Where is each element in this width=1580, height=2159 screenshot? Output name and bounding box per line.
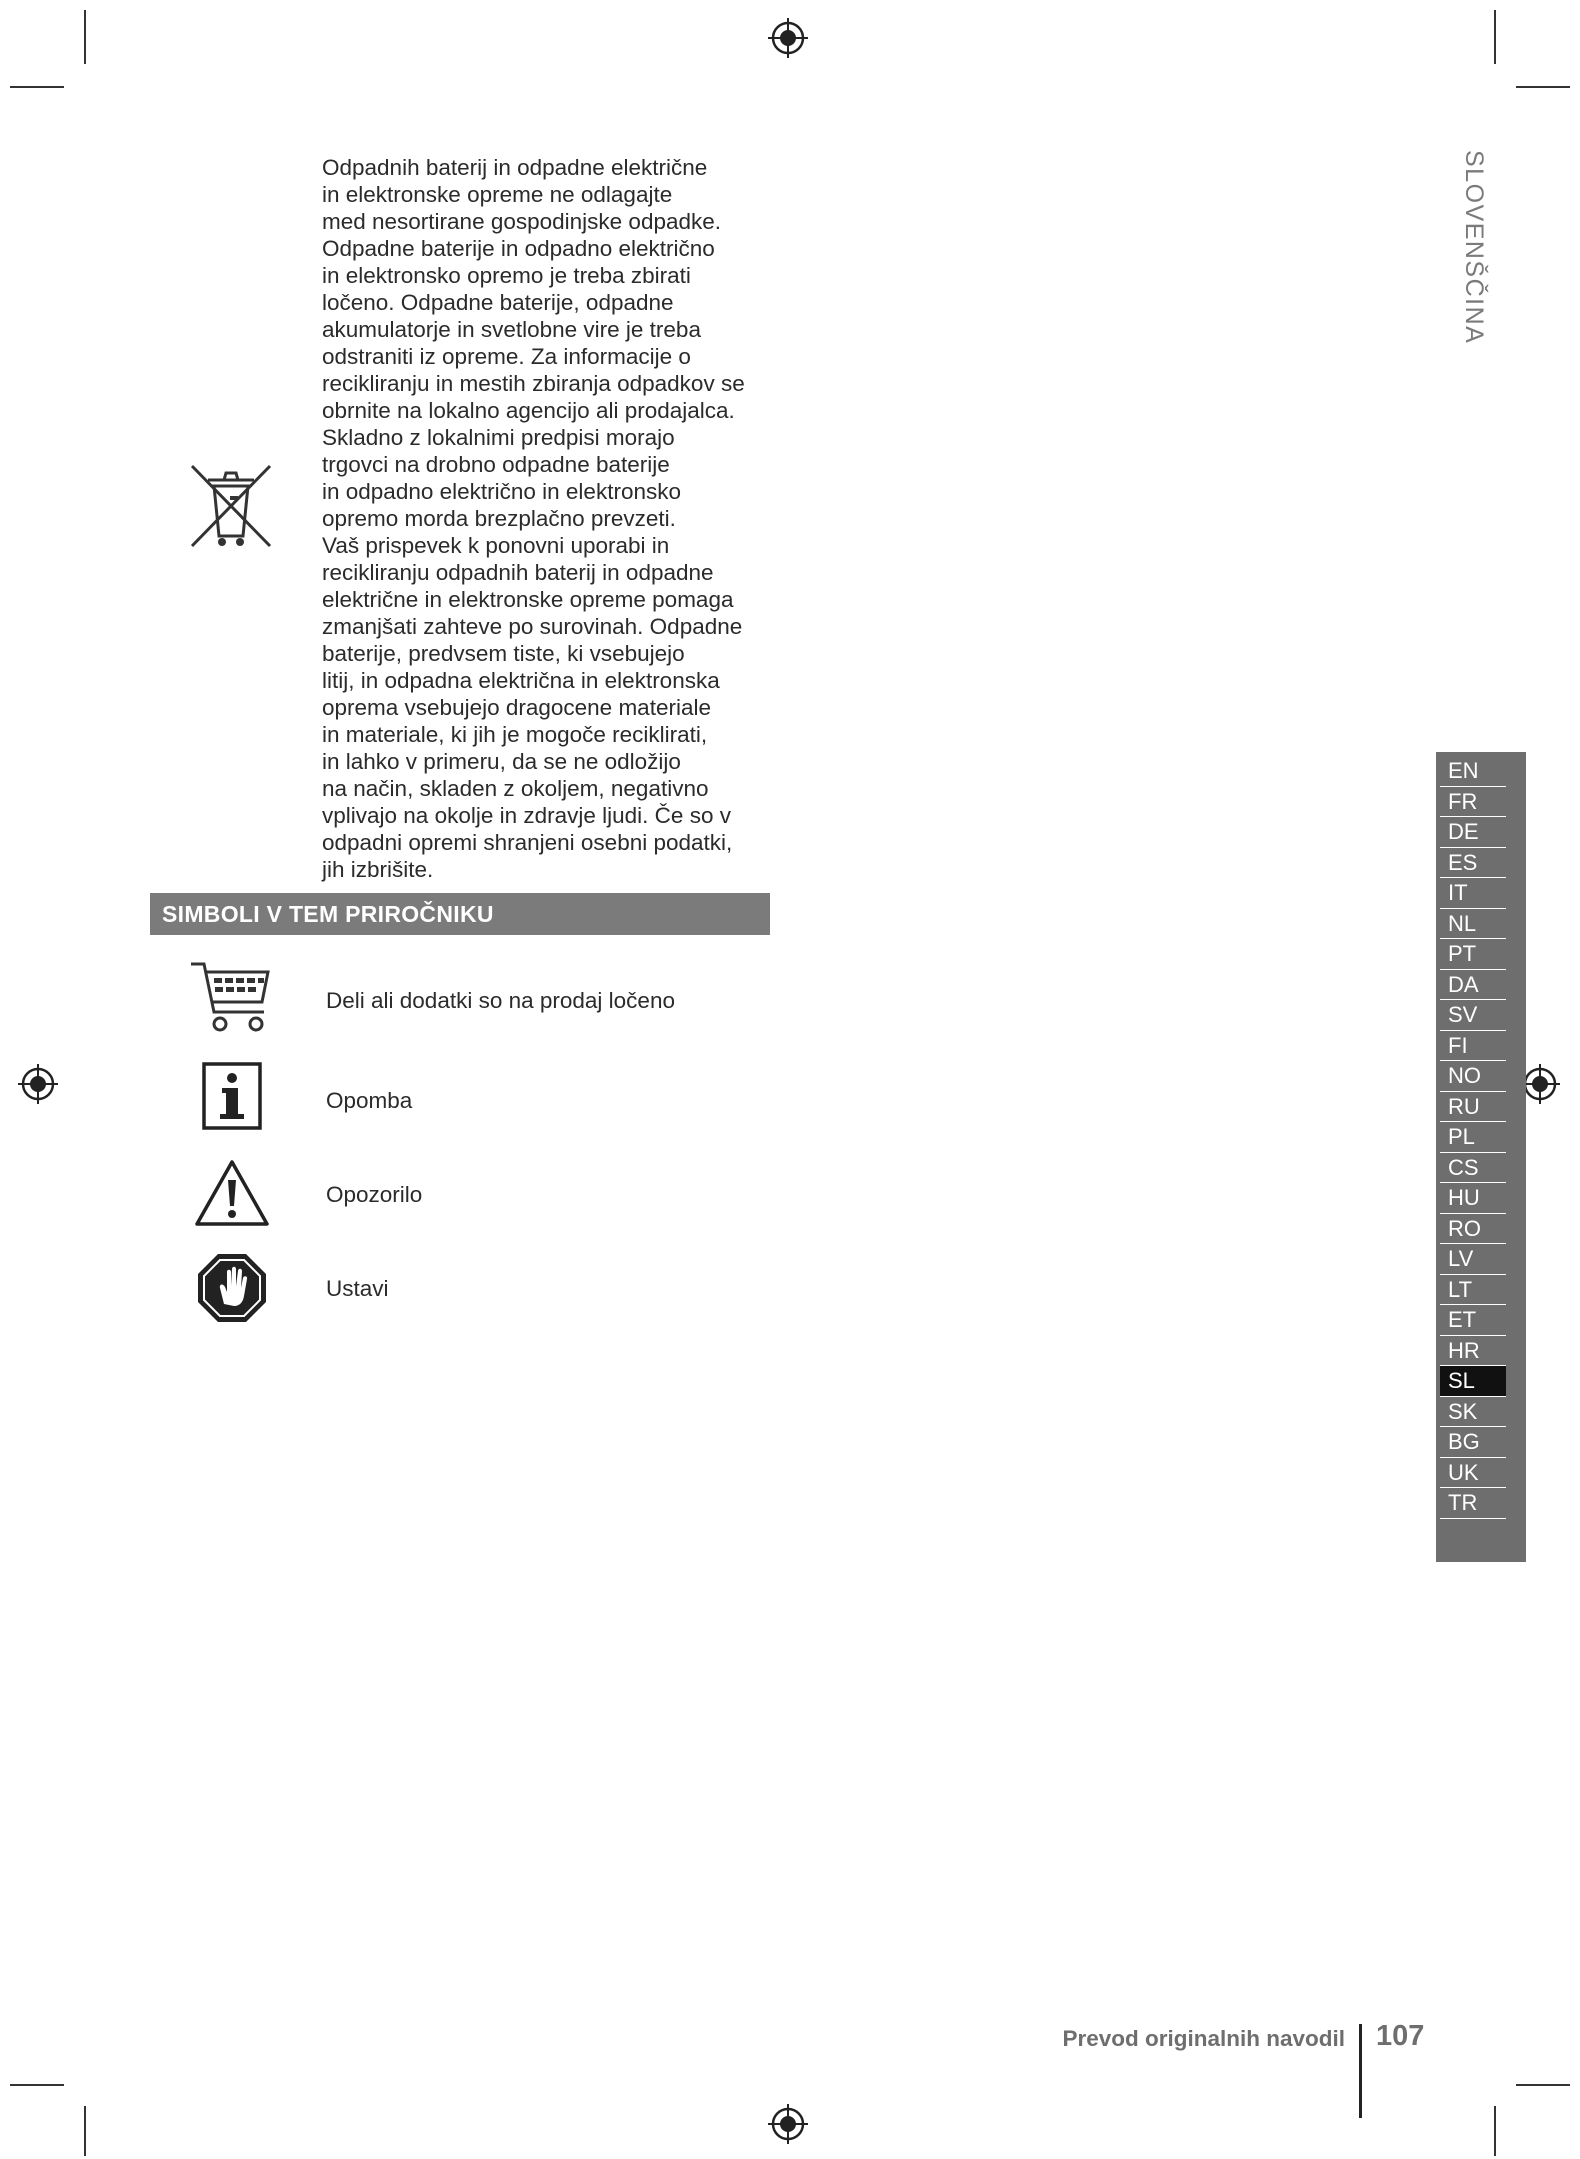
crop-mark — [1516, 86, 1570, 88]
crop-mark — [1494, 2106, 1496, 2156]
crop-mark — [10, 86, 64, 88]
language-tab-tr[interactable]: TR — [1440, 1488, 1506, 1519]
language-tab-ru[interactable]: RU — [1440, 1092, 1506, 1123]
language-tab-it[interactable]: IT — [1440, 878, 1506, 909]
language-tab-et[interactable]: ET — [1440, 1305, 1506, 1336]
crop-mark — [84, 10, 86, 64]
language-tab-en[interactable]: EN — [1440, 756, 1506, 787]
symbol-label-accessories: Deli ali dodatki so na prodaj ločeno — [326, 988, 675, 1013]
info-icon — [202, 1062, 262, 1130]
side-language-title: SLOVENŠČINA — [1460, 150, 1488, 345]
symbol-label-stop: Ustavi — [326, 1276, 389, 1301]
language-tab-da[interactable]: DA — [1440, 970, 1506, 1001]
section-heading: SIMBOLI V TEM PRIROČNIKU — [150, 893, 770, 935]
language-tab-pl[interactable]: PL — [1440, 1122, 1506, 1153]
language-tab-sv[interactable]: SV — [1440, 1000, 1506, 1031]
crossed-out-bin-icon — [186, 458, 276, 554]
language-tab-bar — [1436, 752, 1526, 1562]
warning-triangle-icon — [194, 1158, 270, 1228]
language-tab-hr[interactable]: HR — [1440, 1336, 1506, 1367]
registration-mark-icon — [766, 16, 810, 60]
registration-mark-icon — [766, 2102, 810, 2146]
language-tab-hu[interactable]: HU — [1440, 1183, 1506, 1214]
language-tab-lv[interactable]: LV — [1440, 1244, 1506, 1275]
symbol-label-warning: Opozorilo — [326, 1182, 423, 1207]
registration-mark-icon — [16, 1062, 60, 1106]
language-tab-fr[interactable]: FR — [1440, 787, 1506, 818]
crop-mark — [1516, 2084, 1570, 2086]
language-tab-ro[interactable]: RO — [1440, 1214, 1506, 1245]
language-tab-de[interactable]: DE — [1440, 817, 1506, 848]
language-tab-pt[interactable]: PT — [1440, 939, 1506, 970]
language-tab-cs[interactable]: CS — [1440, 1153, 1506, 1184]
language-tab-fi[interactable]: FI — [1440, 1031, 1506, 1062]
language-tab-no[interactable]: NO — [1440, 1061, 1506, 1092]
crop-mark — [1494, 10, 1496, 64]
page-number: 107 — [1376, 2020, 1425, 2052]
footer-divider — [1359, 2024, 1362, 2118]
language-tab-sl[interactable]: SL — [1440, 1366, 1506, 1397]
language-tab-bg[interactable]: BG — [1440, 1427, 1506, 1458]
crop-mark — [84, 2106, 86, 2156]
language-tab-nl[interactable]: NL — [1440, 909, 1506, 940]
crop-mark — [10, 2084, 64, 2086]
language-tab-sk[interactable]: SK — [1440, 1397, 1506, 1428]
footer-title: Prevod originalnih navodil — [1062, 2026, 1345, 2051]
stop-hand-icon — [196, 1252, 268, 1324]
symbol-label-note: Opomba — [326, 1088, 413, 1113]
language-tab-es[interactable]: ES — [1440, 848, 1506, 879]
language-tab-uk[interactable]: UK — [1440, 1458, 1506, 1489]
disposal-paragraph: Odpadnih baterij in odpadne električne in elektronske opreme ne odlagajte med nesortirane gospodinjske odpadke. Odpadne baterije in odpadno električno in elektronsko opremo je treba zbirati ločeno. Odpadne baterije, odpadne akumulatorje in svetlobne vire je treba odstraniti iz opreme. Za informacije o recikliranju in mestih zbiranja odpadkov se obrnite na lokalno agencijo ali prodajalca. Skladno z lokalnimi predpisi morajo trgovci na drobno odpadne baterije in odpadno električno in elektronsko opremo morda brezplačno prevzeti. Vaš prispevek k ponovni uporabi in recikliranju odpadnih baterij in odpadne električne in elektronske opreme pomaga zmanjšati zahteve po surovinah. Odpadne baterije, predvsem tiste, ki vsebujejo litij, in odpadna električna in elektronska oprema vsebujejo dragocene materiale in materiale, ki jih je mogoče reciklirati, in lahko v primeru, da se ne odložijo na način, skladen z okoljem, negativno vplivajo na okolje in zdravje ljudi. Če so v odpadni opremi shranjeni osebni podatki, jih izbrišite. — [322, 155, 745, 882]
shopping-cart-icon — [188, 958, 274, 1040]
language-tab-lt[interactable]: LT — [1440, 1275, 1506, 1306]
